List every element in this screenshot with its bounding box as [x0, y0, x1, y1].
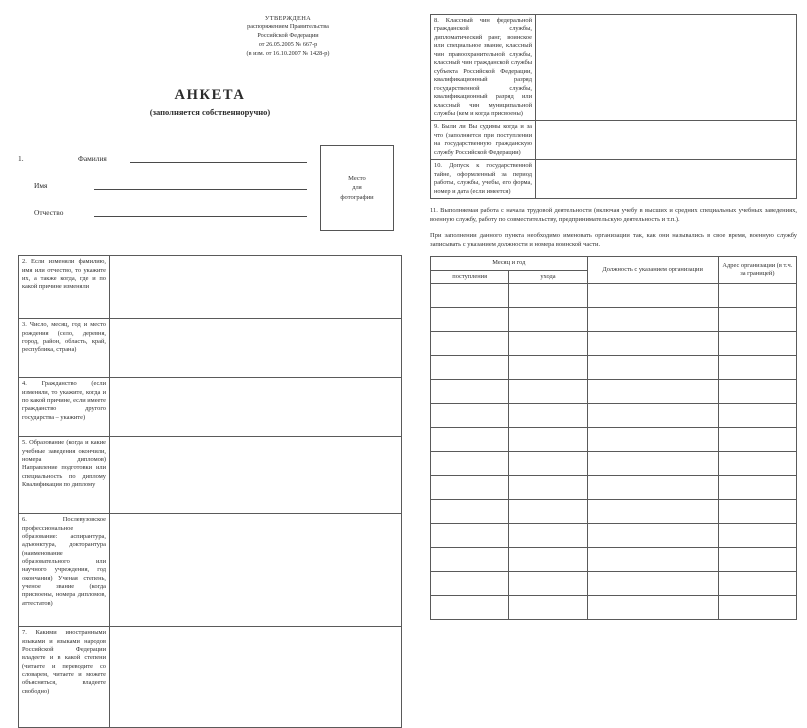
table-row	[431, 356, 797, 380]
work-history-cell[interactable]	[509, 284, 587, 308]
table-row	[431, 332, 797, 356]
answer-10-field[interactable]	[536, 160, 797, 199]
answer-6-field[interactable]	[110, 514, 402, 627]
question-5-body: Образование (когда и какие учебные заведения окончили, номера дипломов) Направление подготовки или специальность по диплому Квалификация по диплому	[22, 439, 106, 488]
work-history-cell[interactable]	[431, 524, 509, 548]
table-row	[19, 319, 402, 378]
question-6-text	[19, 514, 110, 627]
work-history-cell[interactable]	[509, 500, 587, 524]
work-history-cell[interactable]	[431, 380, 509, 404]
work-history-cell[interactable]	[718, 476, 796, 500]
table-row	[431, 572, 797, 596]
table-header-row	[431, 257, 797, 270]
question-10-text	[431, 160, 536, 199]
work-history-cell[interactable]	[718, 452, 796, 476]
header-date-from: поступления	[431, 270, 509, 283]
question-5-number: 5.	[22, 439, 27, 447]
work-history-cell[interactable]	[718, 596, 796, 620]
work-history-cell[interactable]	[718, 524, 796, 548]
header-address: Адрес организации (в т.ч. за границей)	[718, 257, 796, 284]
approval-stamp	[193, 14, 383, 59]
question-8-body: Классный чин федеральной гражданской службы, дипломатический ранг, воинское или специальное звание, классный чин правоохранительной службы, классный чин гражданской службы субъекта Российской Федерации, квалификационный разряд государственной службы, квалификационный разряд или классный чин муниципальной службы (кем и когда присвоены)	[434, 17, 532, 117]
work-history-cell[interactable]	[509, 596, 587, 620]
work-history-cell[interactable]	[718, 548, 796, 572]
left-questions-table	[18, 255, 402, 728]
left-page-column	[0, 0, 420, 695]
field-firstname-input[interactable]	[94, 180, 307, 190]
question-9-body: Были ли Вы судимы когда и за что (заполняется при поступлении на государственную гражданскую службу Российской Федерации)	[434, 123, 532, 156]
question-3-number: 3.	[22, 321, 27, 329]
work-history-cell[interactable]	[718, 356, 796, 380]
answer-5-field[interactable]	[110, 437, 402, 514]
work-history-cell[interactable]	[431, 548, 509, 572]
table-row	[431, 121, 797, 160]
question-8-number: 8.	[434, 17, 439, 24]
work-history-cell[interactable]	[431, 332, 509, 356]
work-history-cell[interactable]	[718, 308, 796, 332]
work-history-cell[interactable]	[587, 356, 718, 380]
work-history-table	[430, 256, 797, 620]
right-questions-table	[430, 14, 797, 199]
work-history-cell[interactable]	[587, 452, 718, 476]
approval-line-1: распоряжением Правительства	[247, 23, 329, 31]
work-history-cell[interactable]	[431, 284, 509, 308]
question-6-number: 6.	[22, 516, 27, 524]
table-row	[431, 15, 797, 121]
question-2-text	[19, 256, 110, 319]
answer-4-field[interactable]	[110, 378, 402, 437]
work-history-cell[interactable]	[509, 452, 587, 476]
work-history-cell[interactable]	[431, 308, 509, 332]
work-history-cell[interactable]	[587, 308, 718, 332]
work-history-cell[interactable]	[509, 404, 587, 428]
table-row	[431, 500, 797, 524]
work-history-cell[interactable]	[509, 356, 587, 380]
table-row	[431, 308, 797, 332]
work-history-cell[interactable]	[718, 332, 796, 356]
work-history-cell[interactable]	[718, 284, 796, 308]
answer-7-field[interactable]	[110, 627, 402, 728]
answer-9-field[interactable]	[536, 121, 797, 160]
question-3-text	[19, 319, 110, 378]
work-history-cell[interactable]	[509, 548, 587, 572]
approval-title: УТВЕРЖДЕНА	[264, 15, 312, 22]
work-history-cell[interactable]	[587, 404, 718, 428]
table-row	[19, 627, 402, 728]
table-row	[19, 256, 402, 319]
table-row	[19, 514, 402, 627]
work-history-cell[interactable]	[509, 332, 587, 356]
header-date-to: ухода	[509, 270, 587, 283]
field-surname-text: Фамилия	[78, 154, 107, 164]
question-4-number: 4.	[22, 380, 27, 388]
section-11-note: При заполнении данного пункта необходимо именовать организации так, как они назывались в свое время, военную службу записывать с указанием должности и номера воинской части.	[430, 232, 797, 249]
approval-line-3: от 26.05.2005 № 667-р	[258, 41, 318, 49]
work-history-cell[interactable]	[587, 476, 718, 500]
work-history-cell[interactable]	[431, 356, 509, 380]
question-9-number: 9.	[434, 123, 439, 131]
header-period-group: Месяц и год	[431, 257, 588, 270]
table-row	[431, 404, 797, 428]
table-row	[431, 596, 797, 620]
question-3-body: Число, месяц, год и место рождения (село, деревня, город, район, область, край, республика, страна)	[22, 321, 106, 354]
question-5-text	[19, 437, 110, 514]
question-4-text	[19, 378, 110, 437]
photo-box-line-2: для	[352, 184, 362, 192]
work-history-cell[interactable]	[587, 500, 718, 524]
work-history-cell[interactable]	[587, 548, 718, 572]
question-8-text	[431, 15, 536, 121]
work-history-cell[interactable]	[718, 404, 796, 428]
table-row	[431, 284, 797, 308]
work-history-cell[interactable]	[509, 428, 587, 452]
approval-line-2: Российской Федерации	[257, 32, 319, 40]
table-row	[431, 380, 797, 404]
question-9-text	[431, 121, 536, 160]
field-patronymic-label: Отчество	[34, 208, 64, 218]
identity-area	[18, 153, 402, 253]
work-history-cell[interactable]	[509, 524, 587, 548]
work-history-cell[interactable]	[718, 572, 796, 596]
work-history-cell[interactable]	[587, 524, 718, 548]
table-row	[431, 428, 797, 452]
field-firstname-label: Имя	[34, 181, 48, 191]
table-row	[431, 524, 797, 548]
field-surname-label: 1.	[18, 154, 24, 164]
document-subtitle: (заполняется собственноручно)	[149, 107, 271, 118]
work-history-cell[interactable]	[587, 332, 718, 356]
work-history-cell[interactable]	[509, 308, 587, 332]
question-7-number: 7.	[22, 629, 27, 637]
work-history-cell[interactable]	[431, 452, 509, 476]
work-history-cell[interactable]	[718, 500, 796, 524]
question-10-body: Допуск к государственной тайне, оформленный за период работы, службы, учебы, его форма, номер и дата (если имеется)	[434, 162, 532, 195]
table-row	[19, 437, 402, 514]
field-surname-input[interactable]	[130, 153, 307, 163]
work-history-cell[interactable]	[509, 572, 587, 596]
question-2-number: 2.	[22, 258, 27, 266]
question-10-number: 10.	[434, 162, 442, 170]
work-history-cell[interactable]	[509, 380, 587, 404]
work-history-cell[interactable]	[718, 380, 796, 404]
work-history-body	[431, 284, 797, 620]
question-6-body: Послевузовское профессиональное образование: аспирантура, адъюнктура, докторантура (наименование образовательного или научного учреждения, год окончания) Ученая степень, ученое звание (когда присвоены, номера дипломов, аттестатов)	[22, 516, 106, 607]
work-history-cell[interactable]	[431, 572, 509, 596]
photo-placeholder-box	[320, 145, 394, 231]
photo-box-line-1: Место	[348, 174, 366, 182]
work-history-cell[interactable]	[587, 380, 718, 404]
table-row	[19, 378, 402, 437]
question-2-body: Если изменяли фамилию, имя или отчество, то укажите их, а также когда, где и по какой причине изменяли	[22, 258, 106, 291]
answer-3-field[interactable]	[110, 319, 402, 378]
work-history-cell[interactable]	[431, 596, 509, 620]
table-row	[431, 160, 797, 199]
section-11-text: 11. Выполняемая работа с начала трудовой деятельности (включая учебу в высших и средних специальных учебных заведениях, военную службу, работу по совместительству, предпринимательскую деятельность и т.п.).	[430, 207, 797, 224]
work-history-cell[interactable]	[509, 476, 587, 500]
document-title: АНКЕТА	[174, 87, 246, 104]
work-history-cell[interactable]	[431, 500, 509, 524]
question-4-body: Гражданство (если изменяли, то укажите, когда и по какой причине, если имеете гражданство другого государства – укажите)	[22, 380, 106, 421]
table-row	[431, 548, 797, 572]
work-history-cell[interactable]	[587, 284, 718, 308]
work-history-cell[interactable]	[587, 572, 718, 596]
photo-box-line-3: фотографии	[340, 194, 374, 202]
question-7-text	[19, 627, 110, 728]
work-history-cell[interactable]	[587, 428, 718, 452]
work-history-cell[interactable]	[431, 476, 509, 500]
header-position: Должность с указанием организации	[587, 257, 718, 284]
right-page-column	[420, 0, 807, 625]
work-history-cell[interactable]	[587, 596, 718, 620]
approval-line-4: (в изм. от 16.10.2007 № 1428-р)	[246, 50, 330, 58]
work-history-cell[interactable]	[431, 404, 509, 428]
work-history-cell[interactable]	[718, 428, 796, 452]
table-row	[431, 476, 797, 500]
field-patronymic-input[interactable]	[94, 207, 307, 217]
work-history-cell[interactable]	[431, 428, 509, 452]
answer-2-field[interactable]	[110, 256, 402, 319]
answer-8-field[interactable]	[536, 15, 797, 121]
question-7-body: Какими иностранными языками и языками народов Российской Федерации владеете и в какой степени (читаете и переводите со словарем, читаете и можете объясняться, владеете свободно)	[22, 629, 106, 695]
table-row	[431, 452, 797, 476]
